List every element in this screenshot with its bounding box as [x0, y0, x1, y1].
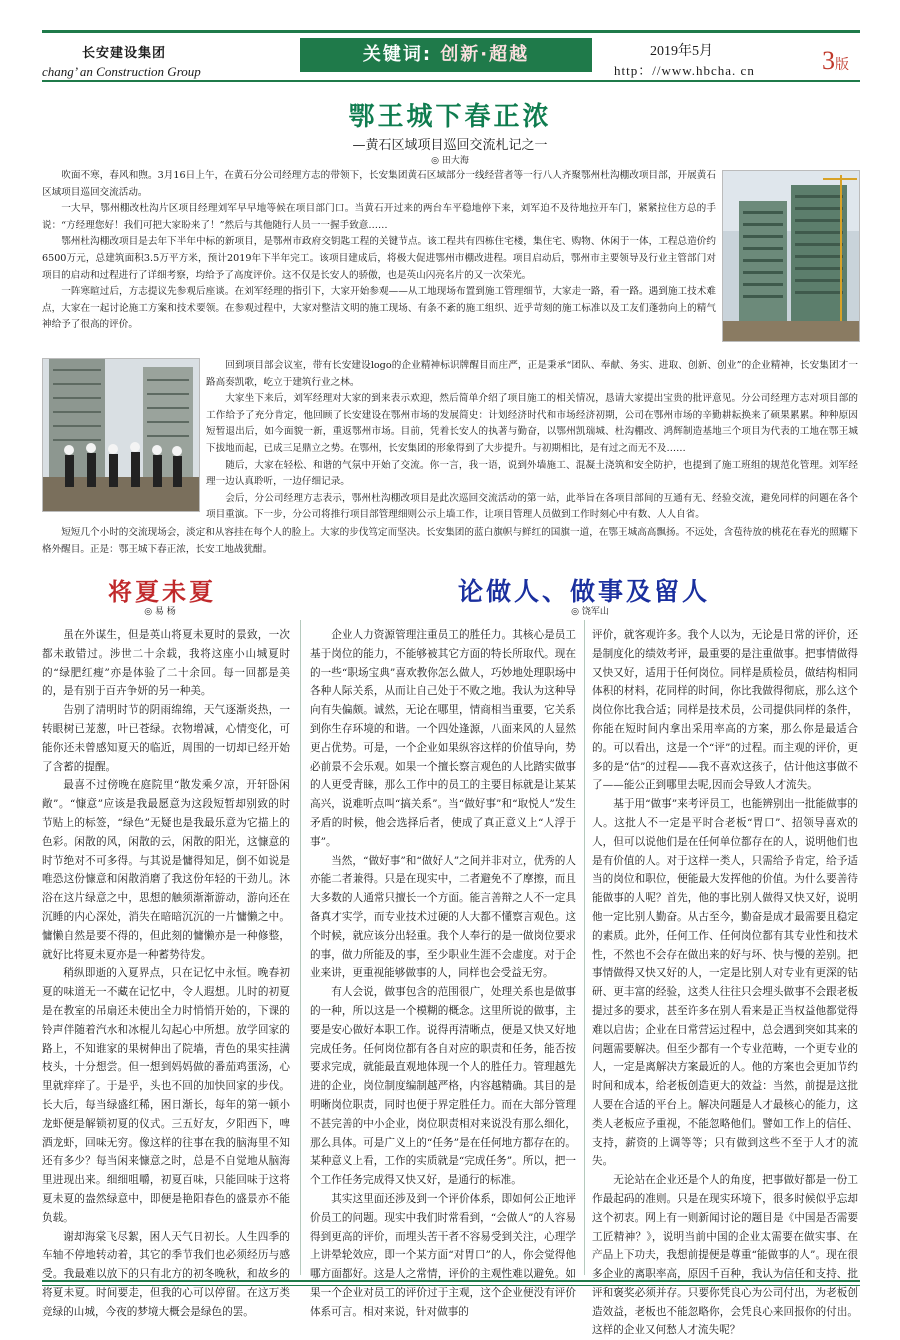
article1-subtitle: —黄石区域项目巡回交流札记之一 — [352, 138, 548, 153]
org-name-en: chang’ an Construction Group — [42, 64, 201, 79]
article3-title: 论做人、做事及留人 — [458, 577, 711, 606]
paragraph: 无论站在企业还是个人的角度，把事做好都是一份工作最起码的准则。只是在现实环境下，很多时候似乎忘却这个初衷。网上有一则新闻讨论的题目是《中国是否需要工匠精神？》，说明当前中国的企业太需要在做实事、在产品上下功夫，我想前提便是尊重“能做事的人”。现在很多企业的离职率高，原因千百种，我认为信任和支持、批评和褒奖必须并存。只要你凭良心为公司付出，为老板创造效益，老板也不能忽略你，会凭良心来回报你的付出。这样的企业又何愁人才流失呢？ — [592, 1174, 858, 1337]
header-top-rule — [42, 30, 860, 33]
article2-title: 将夏未夏 — [108, 577, 216, 606]
article1-top-text — [42, 168, 716, 334]
paragraph: 最喜不过傍晚在庭院里“散发乘夕凉，开轩卧闲敞”。“慷意”应该是我最愿意为这段短暂却别致的时节贴上的标签，“绿色”无疑也是我最乐意为它描上的色彩。闲散的风，闲散的云，闲散的阳光，这慷意的时节绝对不可多得。与其说是慵得知足，倒不如说是唯恐这份慷意和闲散消磨了我这份年轻的干劲儿。沐浴在这片绿意之中，思想的触须渐渐游动，游向还在沉睡的内心深处，消失在暗暗沉沉的一片慵懒之中。慵懒自然是要不得的，但此刻的慵懒亦是一种修整，就好比将夏未夏亦是一种蓄势待发。 — [42, 779, 290, 961]
paragraph: 虽在外谋生，但是英山将夏未夏时的景致，一次都未敢错过。涉世二十余载，我将这座小山城夏时的“绿肥红瘦”亦是体验了二十余回。每一回都是美的，是有别于百卉争妍的另一种美。 — [42, 629, 290, 698]
paragraph: 一阵寒暄过后，方志提议先参观后座谈。在刘军经理的指引下，大家开始参观——从工地现场布置到施工管理细节，大家走一路，看一路。遇到施工技术难点，大家在一起讨论施工方案和技术要领。在参观过程中，大家对整洁文明的施工现场、有条不紊的施工组织、近乎苛刻的施工标准以及工友们蓬勃向上的精气神给予了很高的评价。 — [42, 286, 716, 331]
article2-body — [42, 626, 290, 1321]
paragraph: 企业人力资源管理注重员工的胜任力。其核心是员工基于岗位的能力，不能够被其它方面的特长所取代。现在的一些“职场宝典”喜欢教你怎么做人，巧妙地处理职场中各种人际关系，从而让自己处于不败之地。我认为这种导向有失偏颇。诚然，无论在哪里，情商相当重要，它关系到你生存环境的和谐。一个四处逢源，八面来风的人显然更占优势。可是，一个企业如果纵容这样的价值导向，势必前景不会乐观。如果一个擅长察言观色的人比踏实做事的人更受青睐，那么工作中的员工的主要目标就是让某某高兴，说难听点叫“搞关系”。当“做好事”和“取悦人”发生矛盾的时候，他会选择后者，使成了真正意义上“人浮于事”。 — [310, 629, 576, 848]
article2-byline: ◎ 易 杨 — [144, 607, 176, 617]
issue-date: 2019年5月 — [650, 44, 713, 59]
org-name-cn: 长安建设集团 — [82, 46, 167, 61]
page-number-value: 3 — [822, 46, 835, 75]
column-divider — [584, 620, 585, 1275]
header-bottom-rule — [42, 80, 860, 82]
paragraph: 短短几个小时的交流现场会，淡定和从容挂在每个人的脸上。大家的步伐笃定而坚决。长安集团的蓝白旗帜与鲜红的国旗一道，在鄂王城高高飘扬。不远处，含苞待放的桃花在春光的照耀下格外醒目。正是：鄂王城下春正浓，长安工地战犹酣。 — [42, 527, 858, 555]
paragraph: 鄂州杜沟棚改项目是去年下半年中标的新项目，是鄂州市政府交钥匙工程的关键节点。该工程共有四栋住宅楼，集住宅、购物、休闲于一体，工程总造价约6500万元，总建筑面积3.5万平方米，预计2019年下半年完工。该项目建成后，将极大促进鄂州市棚改进程。项目启动后，鄂州市主要领导及行业主管部门对项目的启动和过程进行了详细考察，均给予了高度评价。这不仅是长安人的骄傲，也是英山闪亮名片的又一次荣光。 — [42, 236, 716, 281]
keyword-value: 创新·超越 — [440, 44, 530, 65]
article3-body-left — [310, 626, 576, 1321]
paragraph: 回到项目部会议室，带有长安建设logo的企业精神标识牌醒目而庄严，正是秉承“团队、奉献、务实、进取、创新、创业”的企业精神，长安集团才一路高奏凯歌，屹立于建筑行业之林。 — [206, 360, 858, 388]
paragraph: 随后，大家在轻松、和谐的气氛中开始了交流。你一言，我一语，说到外墙施工、混凝土浇筑和安全防护，也提到了施工班组的规范化管理。刘军经理一边认真聆听，一边仔细记录。 — [206, 459, 858, 488]
paragraph: 稍纵即逝的入夏界点，只在记忆中永恒。晚春初夏的味道无一不藏在记忆中，令人遐想。儿时的初夏是在教室的吊扇还未使出全力时悄悄开始的，下课的铃声伴随着汽水和冰棍儿勾起心中所想。放学回家的路上，不知谁家的果树伸出了院墙，青色的果实挂满枝头，十分想尝。但一想到妈妈做的番茄鸡蛋汤，心里就痒痒了。于是乎，头也不回的加快回家的步伐。长大后，每当绿盛红稀，困日渐长，每年的第一顿小龙虾便是解锁初夏的仪式。三五好友，夕阳西下，啤酒龙虾，回味无穷。像这样的往事在我的脑海里不知还有多少？每当闲来慷意之时，总是不自觉地从脑海里进现出来。细细咀嚼，初夏百味，只能回味于这将夏未夏的盎然绿意中，即便是艳阳春色的盛景亦不能负载。 — [42, 967, 290, 1224]
paragraph: 告别了清明时节的阴雨绵绵，天气逐渐炎热，一转眼树已茏葱，叶已苍绿。衣物增减，心情变化，可能你还未曾感知夏天的临近，周围的一切却已经开始了含蓄的提醒。 — [42, 704, 290, 773]
footer-rule — [42, 1280, 860, 1282]
paragraph: 会后，分公司经理方志表示，鄂州杜沟棚改项目是此次巡回交流活动的第一站，此举旨在各项目部间的互通有无、经验交流，避免同样的问题在各个项目重演。下一步，分公司将推行项目部管理细则公示上墙工作，让项目管理人员做到工作时刻心中有数、人人自省。 — [206, 492, 858, 521]
keyword-prefix: 关键词: — [362, 44, 433, 65]
page-suffix: 版 — [835, 58, 849, 73]
group-visit-photo — [42, 358, 200, 512]
group-visit-image — [43, 359, 199, 511]
article3-byline: ◎ 饶军山 — [571, 607, 609, 617]
paragraph: 基于用“做事”来考评员工，也能辨别出一批能做事的人。这批人不一定是平时合老板“胃口”、招领导喜欢的人，但可以说他们是在任何单位都存在的人，说明他们也是有价值的人。对于这样一类人，只需给予肯定，给予适当的岗位和职位，便能最大发挥他的价值。为什么要善待能做事的人呢？首先，他的事比别人做得又快又好，说明他一定比别人勤奋。从古至今，勤奋是成才最需要且稳定的素质。此外，任何工作、任何岗位都有其专业性和技术性，不然也不会存在做出来的好与坏、快与慢的差别。把事情做得又快又好的人，一定是比别人对专业有更深的钻研、更丰富的经验，这类人往往只会埋头做事不会跟老板提过多的要求，甚至许多在别人看来是正当权益他都觉得难以启齿；企业在日常营运过程中，总会遇到突如其来的问题需要解决。但至少都有一个专业范畴，一个更专业的人，一定是离解决方案最近的人。他的方案也会更加节约时间和成本，给老板创造更大的效益：当然，前提是这批人要在合适的平台上。解决问题是人才最核心的能力，这类人老板应予重视，不能忽略他们。譬如工作上的信任、支持，薪资的上调等等；只有做到这些不至于人才的流失。 — [592, 798, 858, 1168]
website-url: http：//www.hbcha. cn — [614, 63, 755, 78]
paragraph: 当然，“做好事”和“做好人”之间并非对立，优秀的人亦能二者兼得。只是在现实中，二者避免不了摩擦，而且大多数的人通常只擅长一个方面。能言善辩之人不一定具备真才实学，而专业技术过硬的人大都不懂察言观色。这个时候，就应该分出轻重。我个人奉行的是一做岗位要求的事，做力所能及的事，至少职业生涯不会虚度。对于企业来讲，更重视能够做事的人，同样也会受益无穷。 — [310, 854, 576, 980]
paragraph: 一大早，鄂州棚改杜沟片区项目经理刘军早早地等候在项目部门口。当黄石开过来的两台车平稳地停下来，刘军迫不及待地拉开车门，紧紧拉住方总的手说：“方经理您好！我们可把大家盼来了！”然后与其他随行人员一一握手致意…… — [42, 203, 716, 231]
paragraph: 大家坐下来后，刘军经理对大家的到来表示欢迎，然后简单介绍了项目施工的相关情况，恳请大家提出宝贵的批评意见。分公司经理方志对项目部的工作给予了充分肯定，他回顾了长安建设在鄂州市场的发展简史：计划经济时代和市场经济初期，公司在鄂州市场的辛勤耕耘换来了硕果累累。种种原因短暂退出后，如今面貌一新，重返鄂州市场。目前，凭着长安人的执著与勤奋，以鄂州凯瑞城、杜沟棚改、鸿辉制造基地三个项目为代表的工地在鄂王城下拔地而起，已成三足鼎立之势。在鄂州，长安集团的形象得到了大步提升。与初期相比，是有过之而无不及…… — [206, 393, 858, 454]
construction-site-photo — [722, 170, 860, 342]
paragraph: 吹面不寒，春风和煦。3月16日上午，在黄石分公司经理方志的带领下，长安集团黄石区域部分一线经营者等一行八人齐聚鄂州杜沟棚改项目部，开展黄石区域项目巡回交流活动。 — [42, 170, 716, 198]
paragraph: 有人会说，做事包含的范围很广，处理关系也是做事的一种，所以这是一个模糊的概念。这里所说的做事，主要是安心做好本职工作。说得再清晰点，便是又快又好地完成任务。任何岗位都有各自对应的职责和任务，能否按要求完成，就能最直观地体现一个人的胜任力。管理越先进的企业，岗位制度编制越严格，内容越精确。其目的是明晰岗位职责，同时也便于界定胜任力。而在大部分管理不甚完善的中小企业，岗位职责相对来说没有那么细化，那么具体。可是广义上的“任务”是在任何地方都存在的。某种意义上看，工作的实质就是“完成任务”。所以，把一个工作任务完成得又快又好，是通行的标准。 — [310, 986, 576, 1187]
footer-rule-thin — [42, 1285, 860, 1286]
paragraph: 其实这里面还涉及到一个评价体系，即如何公正地评价员工的问题。现实中我们时常看到，“会做人”的人容易得到更高的评价，而埋头苦干者不容易受到关注，心理学上讲晕轮效应，即一个某方面“对胃口”的人，你会觉得他哪方面都好。这是人之常情，评价的主观性难以避免。如果一个企业对员工的评价过于主观，这个企业便没有评价体系可言。相对来说，针对做事的 — [310, 1192, 576, 1318]
construction-site-image — [723, 171, 859, 341]
masthead — [42, 42, 232, 80]
paragraph: 谢却海棠飞尽絮，困人天气日初长。人生四季的车轴不停地转动着，其它的季节我们也必须经历与感受。我最难以放下的只有北方的初冬晚秋，和故乡的将夏未夏。时间要走，但我的心可以停留。在这万类竞绿的山城，今夜的梦境大概会是绿色的罢。 — [42, 1230, 290, 1318]
column-divider — [300, 620, 301, 1275]
article3-body-right — [592, 626, 858, 1340]
keyword-banner — [300, 38, 592, 72]
paragraph: 评价，就客观许多。我个人以为，无论是日常的评价，还是制度化的绩效考评，最重要的是注重做事。把事情做得又快又好，适用于任何岗位。同样是质检员，做结构相同体积的材料，花同样的时间，你比我做得彻底，那么这个岗位你比我合适；同样是技术员，公司提供同样的条件，你能在短时间内拿出采用率高的方案，那么你是最适合的。可以看出，这是一个“评”的过程。而主观的评价，更多的是“估”的过程——我不喜欢这孩子，估计他这事做不了——能公正到哪里去呢,因而会导致人才流失。 — [592, 629, 858, 792]
article1-title: 鄂王城下春正浓 — [348, 102, 552, 132]
article1-byline: ◎ 田大海 — [431, 156, 469, 166]
page-number — [822, 46, 849, 76]
article1-right-text — [206, 358, 858, 524]
article1-bottom-text — [42, 525, 858, 558]
